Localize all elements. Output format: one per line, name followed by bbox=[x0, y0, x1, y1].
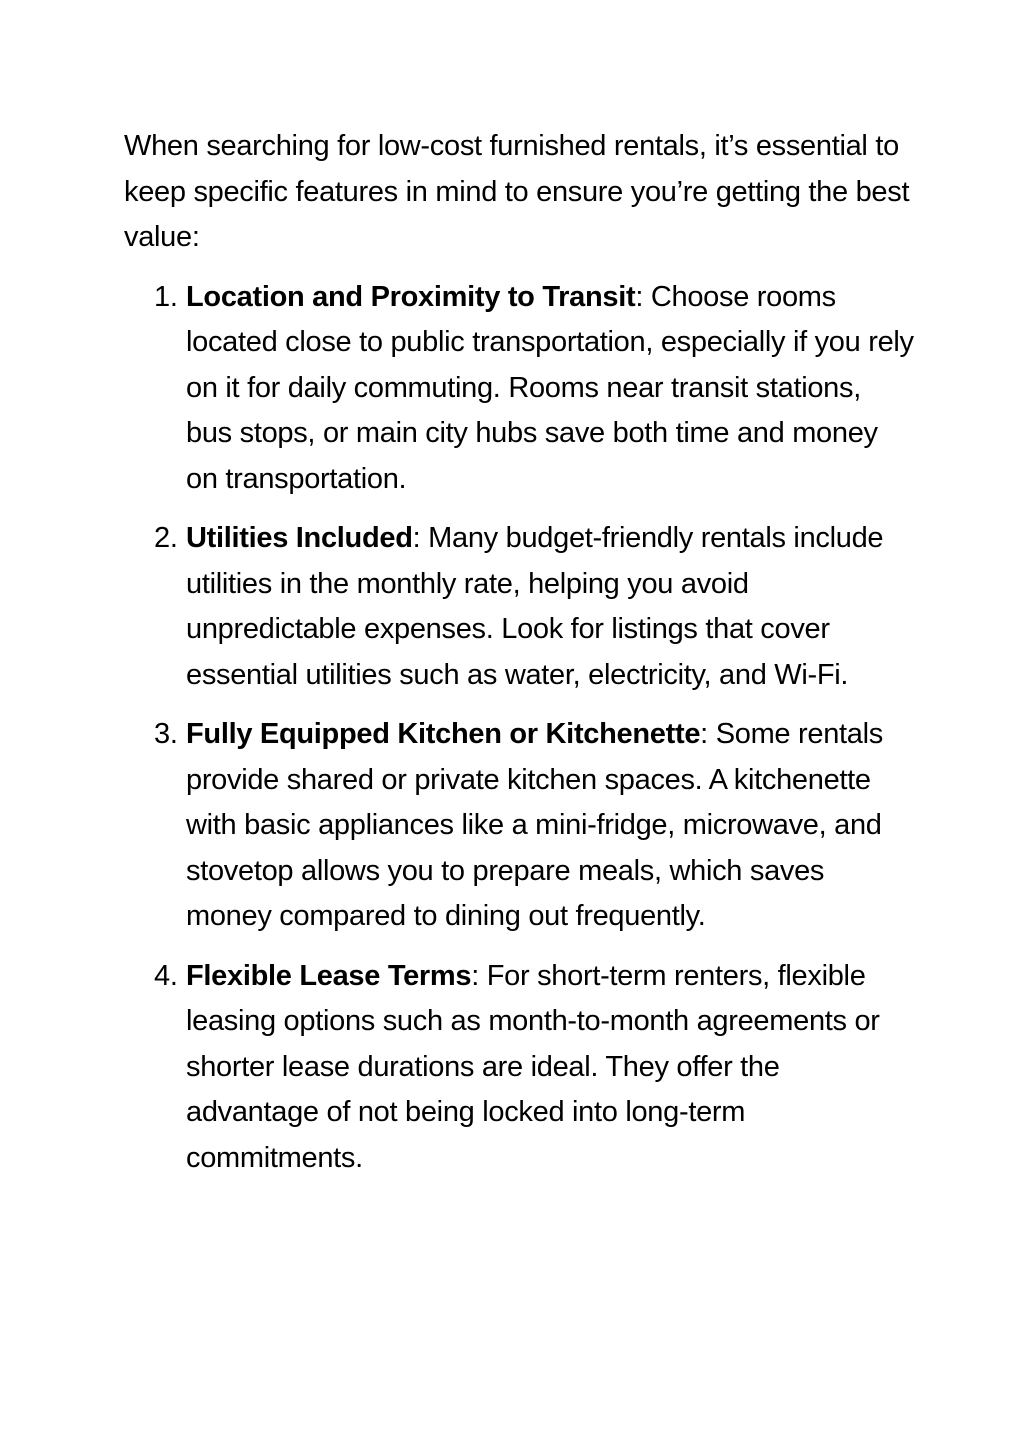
document-body bbox=[124, 124, 914, 1195]
feature-term: Fully Equipped Kitchen or Kitchenette bbox=[186, 718, 701, 750]
term-separator: : bbox=[412, 522, 421, 554]
list-number: 3. bbox=[154, 718, 178, 750]
list-number: 2. bbox=[154, 522, 178, 554]
feature-term: Utilities Included bbox=[186, 522, 413, 554]
intro-paragraph: When searching for low-cost furnished rentals, it’s essential to keep specific features in mind to ensure you’re getting the best value: bbox=[124, 130, 910, 253]
term-separator: : bbox=[471, 959, 479, 992]
feature-description: Choose rooms located close to public transportation, especially if you rely on it for daily commuting. Rooms near transit stations, bus stops, or main city hubs save both time and money on transportation. bbox=[186, 280, 914, 495]
feature-description: Many budget-friendly rentals include utilities in the monthly rate, helping you avoid unpredictable expenses. Look for listings that cover essential utilities such as water, electricity, and Wi-Fi. bbox=[186, 522, 884, 691]
feature-description: Some rentals provide shared or private kitchen spaces. A kitchenette with basic appliances like a mini-fridge, microwave, and stovetop allows you to prepare meals, which saves money compared to dining out frequently. bbox=[186, 718, 883, 932]
list-number: 1. bbox=[154, 280, 178, 313]
feature-item-kitchen bbox=[124, 712, 914, 940]
feature-description: For short-term renters, flexible leasing options such as month-to-month agreements or shorter lease durations are ideal. They offer the advantage of not being locked into long-term commitments. bbox=[186, 959, 880, 1174]
feature-term: Location and Proximity to Transit bbox=[186, 280, 636, 313]
feature-list bbox=[124, 275, 914, 1182]
term-separator: : bbox=[635, 280, 644, 313]
list-number: 4. bbox=[154, 959, 178, 992]
feature-item-utilities bbox=[124, 516, 914, 698]
feature-item-location bbox=[124, 275, 914, 503]
term-separator: : bbox=[700, 718, 708, 750]
feature-item-lease bbox=[124, 954, 914, 1182]
feature-term: Flexible Lease Terms bbox=[186, 959, 472, 992]
